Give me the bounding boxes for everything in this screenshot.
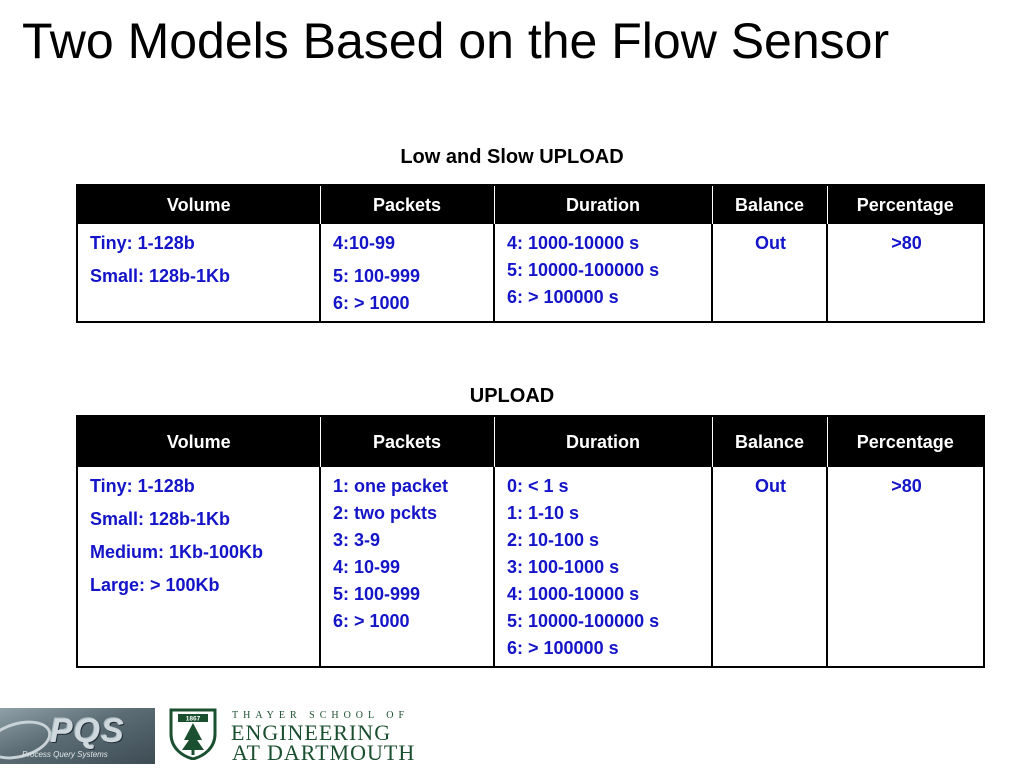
slide-title: Two Models Based on the Flow Sensor — [22, 13, 890, 69]
packets-item: 5: 100-999 — [333, 584, 421, 604]
table-caption-low-slow: Low and Slow UPLOAD — [400, 146, 624, 168]
dartmouth-shield-logo — [168, 708, 218, 760]
thayer-line-2: ENGINEERING — [231, 720, 392, 745]
header-packets: Packets — [320, 185, 494, 224]
header-duration: Duration — [494, 416, 712, 467]
header-packets: Packets — [320, 416, 494, 467]
volume-item: Large: > 100Kb — [90, 575, 220, 595]
cell-volume — [77, 467, 320, 667]
cell-packets — [320, 224, 494, 322]
volume-item: Tiny: 1-128b — [90, 476, 195, 496]
thayer-line-3: AT DARTMOUTH — [232, 740, 416, 765]
packets-item: 1: one packet — [333, 476, 449, 496]
cell-percentage — [827, 467, 984, 667]
volume-item: Tiny: 1-128b — [90, 233, 195, 253]
cell-percentage — [827, 224, 984, 322]
packets-item: 6: > 1000 — [333, 293, 410, 313]
packets-item: 4:10-99 — [333, 233, 396, 253]
cell-duration — [494, 224, 712, 322]
packets-item: 6: > 1000 — [333, 611, 410, 631]
duration-item: 5: 10000-100000 s — [507, 260, 660, 280]
cell-balance — [712, 224, 827, 322]
duration-item: 6: > 100000 s — [507, 638, 619, 658]
percentage-value: >80 — [891, 476, 922, 496]
table-row — [77, 467, 984, 667]
shield-year: 1867 — [185, 715, 201, 723]
header-percentage: Percentage — [827, 185, 984, 224]
table-upload — [76, 415, 985, 668]
duration-item: 0: < 1 s — [507, 476, 569, 496]
volume-item: Small: 128b-1Kb — [90, 266, 231, 286]
duration-item: 4: 1000-10000 s — [507, 233, 640, 253]
volume-item: Small: 128b-1Kb — [90, 509, 231, 529]
header-duration: Duration — [494, 185, 712, 224]
header-volume: Volume — [77, 416, 320, 467]
duration-item: 2: 10-100 s — [507, 530, 600, 550]
thayer-line-1: THAYER SCHOOL OF — [232, 710, 410, 721]
cell-duration — [494, 467, 712, 667]
cell-volume — [77, 224, 320, 322]
pqs-logo — [0, 708, 155, 764]
balance-value: Out — [755, 233, 786, 253]
cell-balance — [712, 467, 827, 667]
header-volume: Volume — [77, 185, 320, 224]
table-row — [77, 224, 984, 322]
packets-item: 3: 3-9 — [333, 530, 381, 550]
table-header-row — [77, 185, 984, 224]
pqs-logo-subtitle: Process Query Systems — [22, 750, 108, 759]
duration-item: 5: 10000-100000 s — [507, 611, 660, 631]
cell-packets — [320, 467, 494, 667]
balance-value: Out — [755, 476, 786, 496]
table-header-row — [77, 416, 984, 467]
table-low-slow-upload — [76, 184, 985, 323]
header-percentage: Percentage — [827, 416, 984, 467]
header-balance: Balance — [712, 416, 827, 467]
duration-item: 4: 1000-10000 s — [507, 584, 640, 604]
duration-item: 3: 100-1000 s — [507, 557, 620, 577]
packets-item: 5: 100-999 — [333, 266, 421, 286]
percentage-value: >80 — [891, 233, 922, 253]
volume-item: Medium: 1Kb-100Kb — [90, 542, 264, 562]
packets-item: 2: two pckts — [333, 503, 438, 523]
duration-item: 6: > 100000 s — [507, 287, 619, 307]
pqs-logo-text: PQS — [50, 712, 125, 750]
header-balance: Balance — [712, 185, 827, 224]
duration-item: 1: 1-10 s — [507, 503, 580, 523]
packets-item: 4: 10-99 — [333, 557, 401, 577]
table-caption-upload: UPLOAD — [469, 385, 555, 407]
